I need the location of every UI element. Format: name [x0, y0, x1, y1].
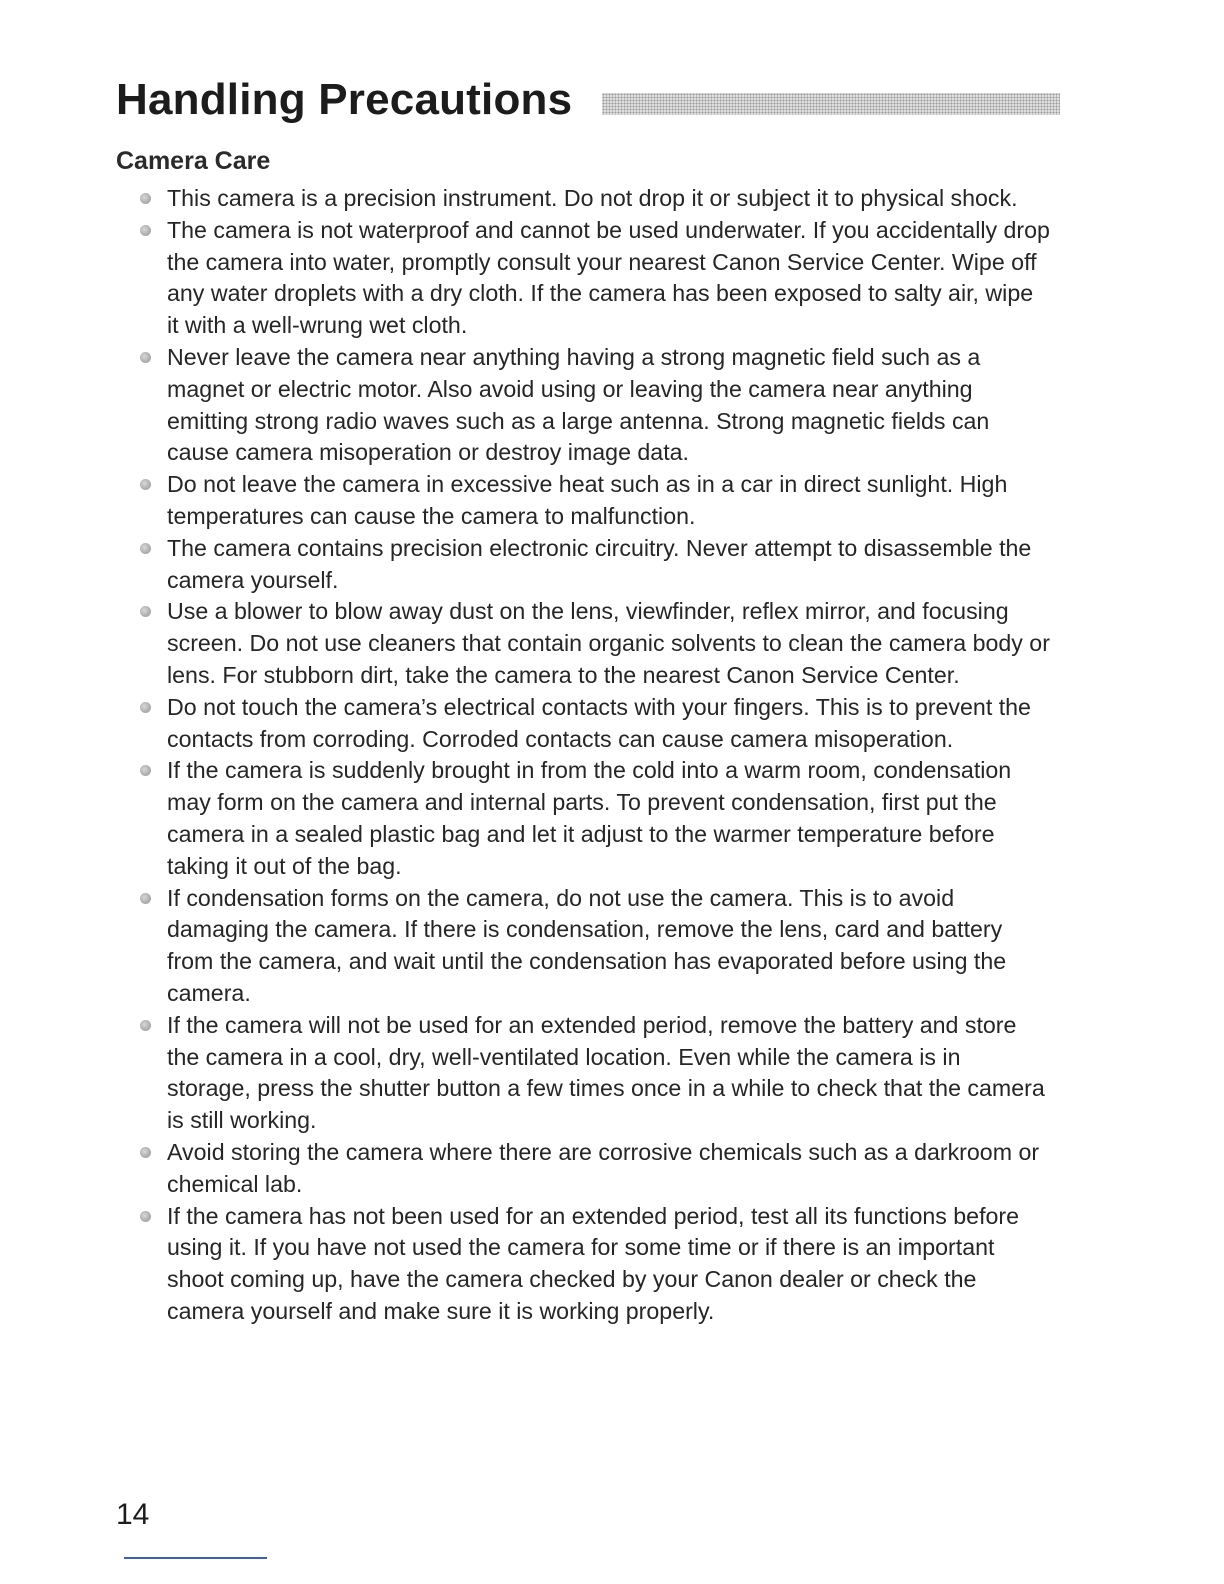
bullet-icon [140, 1211, 151, 1222]
list-item-text: If the camera is suddenly brought in from the cold into a warm room, condensation may form on the camera and internal parts. To prevent condensation, first put the camera in a sealed plastic bag and let it adjust to the warmer temperature before taking it out of the bag. [167, 757, 1012, 879]
list-item-text: Do not leave the camera in excessive heat such as in a car in direct sunlight. High temperatures can cause the camera to malfunction. [167, 471, 1008, 529]
title-decorative-bar [602, 93, 1060, 115]
bullet-icon [140, 702, 151, 713]
list-item [140, 215, 1050, 342]
list-item-text: The camera contains precision electronic circuitry. Never attempt to disassemble the camera yourself. [167, 534, 1032, 593]
page-title: Handling Precautions [116, 75, 573, 124]
list-item-text: Never leave the camera near anything having a strong magnetic field such as a magnet or electric motor. Also avoid using or leaving the camera near anything emitting strong radio waves such as a large antenna. Strong magnetic fields can cause camera misoperation or destroy image data. [167, 343, 990, 466]
list-item [140, 1010, 1050, 1137]
page-header [116, 74, 1060, 130]
list-item-text: If the camera has not been used for an extended period, test all its functions before using it. If you have not used the camera for some time or if there is an important shoot coming up, have the camera checked by your Canon dealer or check the camera yourself and make sure it is working properly. [167, 1202, 1020, 1324]
bullet-icon [140, 1147, 151, 1158]
bullet-icon [140, 479, 151, 490]
list-item-text: The camera is not waterproof and cannot be used underwater. If you accidentally drop the camera into water, promptly consult your nearest Canon Service Center. Wipe off any water droplets with a dry cloth. If the camera has been exposed to salty air, wipe it with a well-wrung wet cloth. [167, 216, 1050, 339]
footer-rule [124, 1557, 267, 1559]
list-item [140, 342, 1050, 469]
list-item-text: If condensation forms on the camera, do not use the camera. This is to avoid damaging the camera. If there is condensation, remove the lens, card and battery from the camera, and wait until the condensation has evaporated before using the camera. [167, 884, 1007, 1006]
precautions-list [140, 183, 1050, 1328]
list-item [140, 469, 1050, 533]
bullet-icon [140, 765, 151, 776]
bullet-icon [140, 606, 151, 617]
list-item [140, 883, 1050, 1010]
list-item-text: Use a blower to blow away dust on the lens, viewfinder, reflex mirror, and focusing screen. Do not use cleaners that contain organic solvents to clean the camera body or lens. For stubborn dirt, take the camera to the nearest Canon Service Center. [167, 598, 1050, 688]
list-item-text: This camera is a precision instrument. Do not drop it or subject it to physical shock. [167, 185, 1018, 211]
list-item-text: Do not touch the camera’s electrical contacts with your fingers. This is to prevent the contacts from corroding. Corroded contacts can cause camera misoperation. [167, 693, 1031, 752]
list-item-text: If the camera will not be used for an extended period, remove the battery and store the camera in a cool, dry, well-ventilated location. Even while the camera is in storage, press the shutter button a few times once in a while to check that the camera is still working. [167, 1011, 1045, 1134]
list-item [140, 533, 1050, 597]
bullet-icon [140, 193, 151, 204]
bullet-icon [140, 352, 151, 363]
list-item [140, 692, 1050, 756]
list-item-text: Avoid storing the camera where there are corrosive chemicals such as a darkroom or chemical lab. [167, 1138, 1040, 1197]
list-item [140, 1201, 1050, 1328]
section-heading: Camera Care [116, 147, 271, 175]
list-item [140, 755, 1050, 882]
list-item [140, 183, 1050, 215]
page-number: 14 [116, 1498, 150, 1531]
bullet-icon [140, 225, 151, 236]
bullet-icon [140, 543, 151, 554]
list-item [140, 1137, 1050, 1201]
bullet-icon [140, 893, 151, 904]
list-item [140, 596, 1050, 691]
bullet-icon [140, 1020, 151, 1031]
